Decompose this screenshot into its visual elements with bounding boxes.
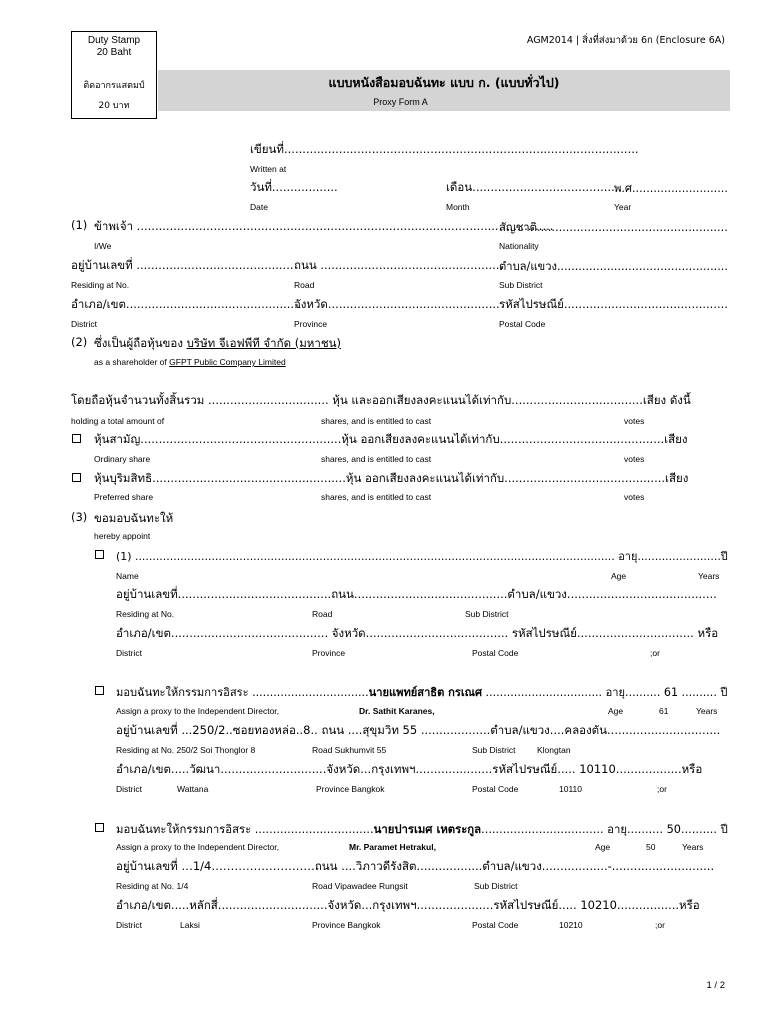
- proxy-2-name-en: Dr. Sathit Karanes,: [359, 706, 435, 716]
- proxy-3-sub-label: Sub District: [474, 881, 518, 891]
- road-label: Road: [294, 280, 315, 290]
- proxy-3-age-field: .................................. อายุ.......... 50.......... ปี: [481, 822, 728, 836]
- nationality-field[interactable]: สัญชาติ.....................................................: [499, 220, 728, 234]
- proxy-3-checkbox[interactable]: [95, 823, 104, 832]
- proxy-1-checkbox[interactable]: [95, 550, 104, 559]
- proxy-1-years-label: Years: [698, 571, 720, 581]
- proxy-3-postal-value: 10210: [559, 920, 583, 930]
- section-1-number: (1): [71, 218, 88, 232]
- province-label: Province: [294, 319, 328, 329]
- proxy-2-name: นายแพทย์สาธิต กรเณศ: [368, 686, 483, 699]
- stamp-line-4: 20 บาท: [98, 101, 130, 111]
- postal-code-label: Postal Code: [499, 319, 546, 329]
- proxy-1-or-label: ;or: [650, 648, 660, 658]
- ordinary-share-checkbox[interactable]: [72, 434, 81, 443]
- proxy-2-prefix: มอบฉันทะให้กรรมการอิสระ .................................: [116, 686, 369, 699]
- year-field[interactable]: พ.ศ...........................: [614, 182, 728, 195]
- stamp-line-2: 20 Baht: [96, 47, 132, 58]
- proxy-1-province-label: Province: [312, 648, 346, 658]
- postal-code-field[interactable]: รหัสไปรษณีย์.............................................: [499, 297, 728, 311]
- form-title: แบบหนังสือมอบฉันทะ แบบ ก. (แบบทั่วไป): [328, 75, 560, 90]
- shareholder-line: [94, 335, 341, 353]
- holding-label: holding a total amount of: [71, 416, 165, 426]
- month-label: Month: [446, 202, 470, 212]
- proxy-2-district-label: District: [116, 784, 142, 794]
- company-name-en: GFPT Public Company Limited: [169, 357, 286, 367]
- proxy-1-residing-label: Residing at No.: [116, 609, 175, 619]
- proxy-1-age-label: Age: [611, 571, 627, 581]
- proxy-2-province-label: Province Bangkok: [316, 784, 385, 794]
- shareholder-text: ซึ่งเป็นผู้ถือหุ้นของ: [94, 336, 187, 350]
- district-field[interactable]: อำเภอ/เขต................................................: [71, 297, 302, 311]
- proxy-2-postal-label: Postal Code: [472, 784, 519, 794]
- stamp-line-3: ติดอากรแสตมป์: [83, 81, 145, 91]
- proxy-3-road-label: Road Vipawadee Rungsit: [312, 881, 408, 891]
- proxy-3-line[interactable]: [116, 820, 728, 838]
- ordinary-votes-label: votes: [624, 454, 645, 464]
- preferred-share-label: Preferred share: [94, 492, 154, 502]
- sub-district-field[interactable]: ตำบล/แขวง................................................: [499, 260, 728, 273]
- form-subtitle: Proxy Form A: [373, 97, 428, 107]
- duty-stamp-box: [71, 31, 157, 119]
- proxy-2-line[interactable]: [116, 683, 727, 701]
- year-label: Year: [614, 202, 632, 212]
- proxy-1-name-field[interactable]: (1) .......................................................................................................................................... อายุ........................ปี: [116, 550, 728, 563]
- proxy-2-district-field[interactable]: อำเภอ/เขต.....วัฒนา.............................จังหวัด...กรุงเทพฯ.....................รหัสไปรษณีย์..... 10110..................หรือ: [116, 762, 703, 776]
- proxy-1-district-label: District: [116, 648, 142, 658]
- proxy-1-road-label: Road: [312, 609, 333, 619]
- section-3-number: (3): [71, 510, 88, 524]
- proxy-2-checkbox[interactable]: [95, 686, 104, 695]
- sub-district-label: Sub District: [499, 280, 543, 290]
- section-2-number: (2): [71, 335, 88, 349]
- residing-field[interactable]: อยู่บ้านเลขที่ ...........................................: [71, 258, 294, 272]
- proxy-2-age-value: 61: [659, 706, 669, 716]
- proxy-3-address-field[interactable]: อยู่บ้านเลขที่ …1/4………………………ถนน ....วิภาวดีรังสิต..................ตำบล/แขวง..................-............................: [116, 859, 715, 873]
- proxy-2-age-label: Age: [608, 706, 624, 716]
- proxy-2-district-value: Wattana: [177, 784, 209, 794]
- iwe-label: I/We: [94, 241, 112, 251]
- date-field[interactable]: วันที่..................: [250, 180, 338, 194]
- proxy-3-years-label: Years: [682, 842, 704, 852]
- proxy-3-age-label: Age: [595, 842, 611, 852]
- proxy-2-residing-label: Residing at No. 250/2 Soi Thonglor 8: [116, 745, 256, 755]
- province-field[interactable]: จังหวัด...............................................: [294, 297, 500, 311]
- proxy-2-years-label: Years: [696, 706, 718, 716]
- nationality-label: Nationality: [499, 241, 539, 251]
- proxy-3-or-label: ;or: [655, 920, 665, 930]
- written-at-field[interactable]: เขียนที่.................................................................................................: [250, 142, 639, 156]
- proxy-3-residing-label: Residing at No. 1/4: [116, 881, 189, 891]
- ordinary-share-label: Ordinary share: [94, 454, 151, 464]
- month-field[interactable]: เดือน.........................................: [446, 180, 623, 194]
- proxy-3-district-value: Laksi: [180, 920, 200, 930]
- preferred-share-checkbox[interactable]: [72, 473, 81, 482]
- proxy-2-assign-label: Assign a proxy to the Independent Director,: [116, 706, 280, 716]
- header-reference: AGM2014 | สิ่งที่ส่งมาด้วย 6ก (Enclosure 6A): [526, 35, 725, 46]
- proxy-1-postal-label: Postal Code: [472, 648, 519, 658]
- proxy-2-age-field: ................................. อายุ.......... 61 .......... ปี: [482, 686, 728, 699]
- preferred-cast-label: shares, and is entitled to cast: [321, 492, 432, 502]
- road-field[interactable]: ถนน ..................................................: [294, 258, 504, 272]
- residing-label: Residing at No.: [71, 280, 130, 290]
- proxy-2-sub-value: Klongtan: [537, 745, 571, 755]
- proxy-3-assign-label: Assign a proxy to the Independent Director,: [116, 842, 280, 852]
- ordinary-share-field[interactable]: หุ้นสามัญ.......................................................หุ้น ออกเสียงลงคะแนนได้เท่ากับ.............................................เสียง: [94, 432, 688, 446]
- proxy-1-sub-label: Sub District: [465, 609, 509, 619]
- district-label: District: [71, 319, 97, 329]
- proxy-2-or-label: ;or: [657, 784, 667, 794]
- title-banner: [158, 70, 730, 111]
- proxy-1-district-field[interactable]: อำเภอ/เขต........................................... จังหวัด....................................... รหัสไปรษณีย์................................ หรือ: [116, 626, 719, 640]
- proxy-3-district-field[interactable]: อำเภอ/เขต.....หลักสี่..............................จังหวัด...กรุงเทพฯ.....................รหัสไปรษณีย์..... 10210.................หรือ: [116, 898, 700, 912]
- company-name-th: บริษัท จีเอฟพีที จำกัด (มหาชน): [186, 336, 341, 350]
- written-at-label: Written at: [250, 164, 287, 174]
- shareholder-text-en: as a shareholder of: [94, 357, 170, 367]
- shares-cast-label: shares, and is entitled to cast: [321, 416, 432, 426]
- proxy-3-prefix: มอบฉันทะให้กรรมการอิสระ .................................: [116, 822, 374, 836]
- ordinary-cast-label: shares, and is entitled to cast: [321, 454, 432, 464]
- total-shares-field[interactable]: โดยถือหุ้นจำนวนทั้งสิ้นรวม ................................. หุ้น และออกเสียงลงคะแนนได้เท่ากับ....................................เสียง ดังนี้: [71, 393, 691, 407]
- appoint-label: hereby appoint: [94, 531, 151, 541]
- proxy-3-postal-label: Postal Code: [472, 920, 519, 930]
- preferred-share-field[interactable]: หุ้นบุริมสิทธิ.....................................................หุ้น ออกเสียงลงคะแนนได้เท่ากับ............................................เสียง: [94, 471, 689, 485]
- page-number: 1 / 2: [706, 980, 725, 991]
- proxy-2-sub-label: Sub District: [472, 745, 516, 755]
- proxy-3-name-en: Mr. Paramet Hetrakul,: [349, 842, 436, 852]
- shareholder-en-line: [94, 357, 286, 367]
- appoint-heading: ขอมอบฉันทะให้: [94, 511, 174, 525]
- proxy-1-name-label: Name: [116, 571, 139, 581]
- proxy-2-road-label: Road Sukhumvit 55: [312, 745, 387, 755]
- proxy-1-address-field[interactable]: อยู่บ้านเลขที่..........................................ถนน..........................................ตำบล/แขวง.........................................: [116, 587, 717, 601]
- proxy-2-address-field[interactable]: อยู่บ้านเลขที่ ...250/2..ซอยทองหล่อ..8.. ถนน ....สุขุมวิท 55 ...................ตำบล/แขวง....คลองตัน...............................: [116, 723, 721, 737]
- proxy-2-postal-value: 10110: [559, 784, 583, 794]
- proxy-3-age-value: 50: [646, 842, 656, 852]
- stamp-line-1: Duty Stamp: [87, 35, 141, 46]
- preferred-votes-label: votes: [624, 492, 645, 502]
- votes-label: votes: [624, 416, 645, 426]
- date-label: Date: [250, 202, 268, 212]
- proxy-3-province-label: Province Bangkok: [312, 920, 381, 930]
- proxy-3-name: นายปารเมศ เหตระกูล: [373, 822, 482, 836]
- name-field[interactable]: ข้าพเจ้า ..................................................................................................................: [94, 219, 554, 233]
- proxy-3-district-label: District: [116, 920, 142, 930]
